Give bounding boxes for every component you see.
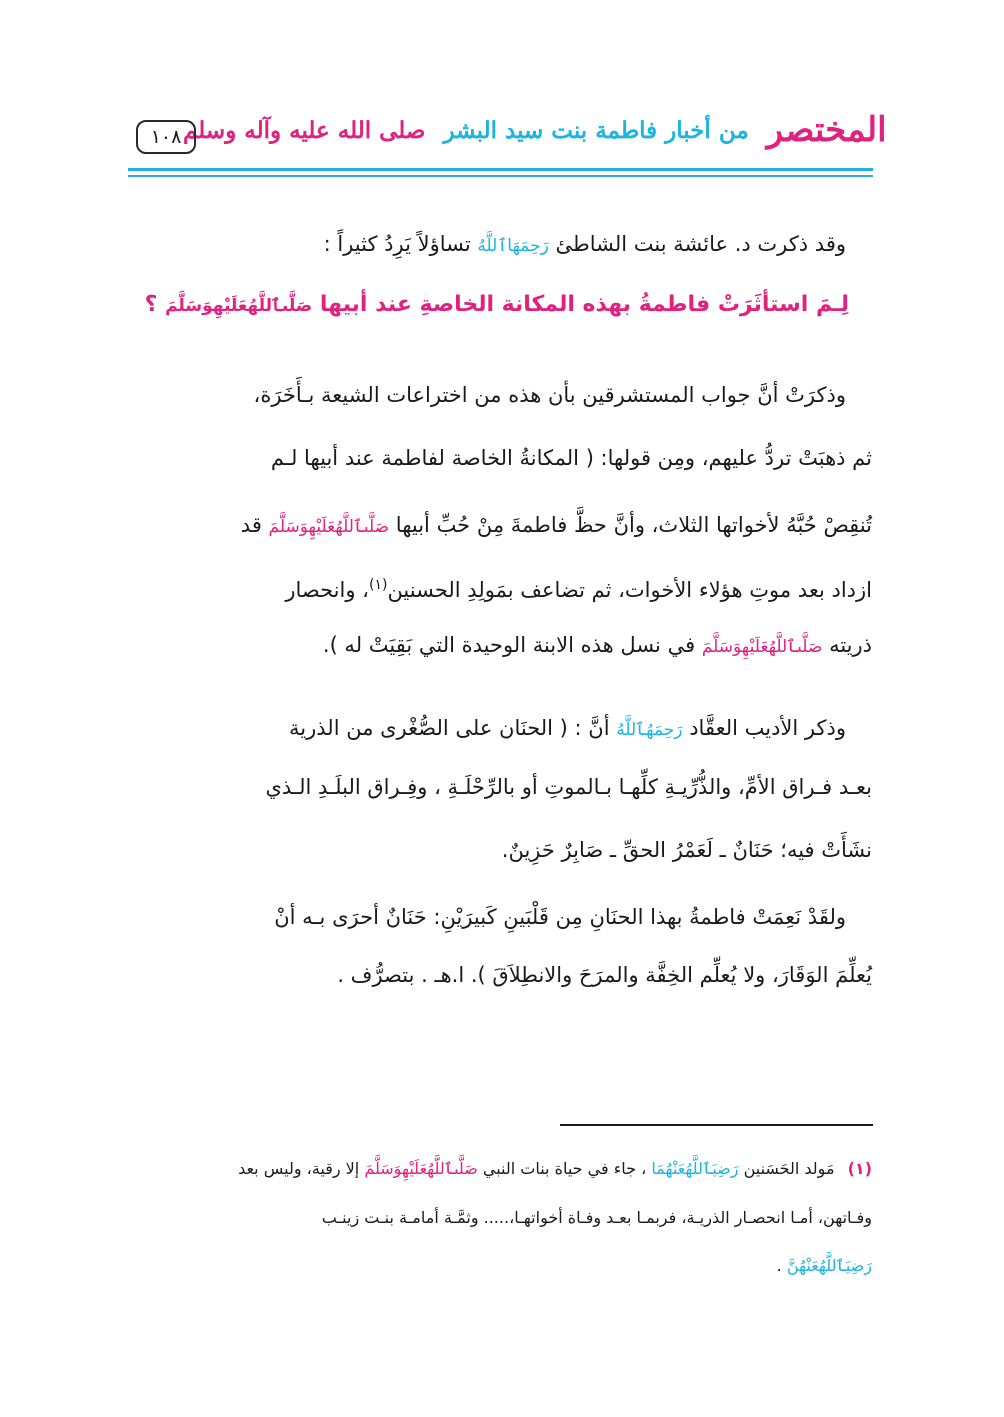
book-title-main: المختصر <box>766 110 887 150</box>
paragraph-line <box>130 510 872 542</box>
honorific-text: رَضِيَٱللَّهُعَنْهُنَّ <box>786 1256 872 1275</box>
footnote-separator <box>560 1124 873 1126</box>
paragraph-line <box>130 443 872 473</box>
text-span: وذكر الأديب العقَّاد <box>689 716 846 740</box>
text-span: ولقَدْ نَعِمَتْ فاطمةُ بهذا الحنَانِ مِن قَلْبَينِ كَبيرَيْنِ: حَنَانٌ أحرَى بـه أنْ <box>274 905 846 929</box>
page-number: ١٠٨ <box>136 120 196 154</box>
text-span: ثم ذهبَتْ تردُّ عليهم، ومِن قولها: ( المكانةُ الخاصة لفاطمة عند أبيها لـم <box>270 446 872 470</box>
honorific-text: صَلَّىٱللَّهُعَلَيْهِوَسَلَّمَ <box>268 517 390 537</box>
paragraph-line <box>130 772 872 802</box>
text-span: بعـد فـراق الأمِّ، والذُّرِّيـةِ كلِّهـا بـالموتِ أو بالرِّحْلَـةِ ، وفِـراق البلَـدِ الـذي <box>265 775 872 799</box>
paragraph-line <box>130 713 872 745</box>
text-span: . <box>776 1256 782 1275</box>
text-span: ، وانحصار <box>285 578 369 602</box>
footnote-number: (١) <box>847 1159 872 1178</box>
text-span: وقد ذكرت د. عائشة بنت الشاطئ <box>555 232 846 256</box>
text-span: تُنقِصْ حُبَّهُ لأخواتها الثلاث، وأنَّ حظَّ فاطمةَ مِنْ حُبِّ أبيها <box>395 513 872 537</box>
text-span: ازداد بعد موتِ هؤلاء الأخوات، ثم تضاعف بمَولِدِ الحسنين <box>387 578 872 602</box>
footnote-reference[interactable]: (١) <box>368 577 388 593</box>
header-rule-thin <box>128 175 873 177</box>
paragraph-line <box>130 380 872 410</box>
text-span: في نسل هذه الابنة الوحيدة التي بَقِيَتْ له ). <box>322 633 696 657</box>
honorific-text: رَحِمَهَاٱللَّهُ <box>477 236 549 256</box>
text-span: وذكرَتْ أنَّ جواب المستشرقين بأن هذه من اختراعات الشيعة بـأَخَرَة، <box>253 383 846 407</box>
question-text: لِـمَ استأثَرَتْ فاطمةُ بهذه المكانة الخاصةِ عند أبيها <box>319 292 849 317</box>
text-span: أنَّ : ( الحنَان على الصُّغْرى من الذرية <box>289 716 610 740</box>
honorific-text: صَلَّىٱللَّهُعَلَيْهِوَسَلَّمَ <box>165 296 313 316</box>
honorific-text: رَضِيَٱللَّهُعَنْهُمَا <box>651 1159 739 1178</box>
paragraph-line <box>130 630 872 662</box>
page-header <box>128 96 887 182</box>
question-mark: ؟ <box>144 292 158 317</box>
book-title-salawat: صلى الله عليه وآله وسلم <box>183 116 426 144</box>
header-title <box>183 102 887 158</box>
text-span: تساؤلاً يَرِدُ كثيراً : <box>323 232 471 256</box>
footnote-line <box>130 1206 872 1230</box>
paragraph-line <box>130 960 872 990</box>
paragraph-line <box>130 229 872 261</box>
honorific-text: صَلَّىٱللَّهُعَلَيْهِوَسَلَّمَ <box>364 1159 478 1178</box>
honorific-text: صَلَّىٱللَّهُعَلَيْهِوَسَلَّمَ <box>701 637 823 657</box>
text-span: يُعلِّمَ الوَقَارَ، ولا يُعلِّم الخِفَّة والمرَحَ والانطِلاَقَ ). ا.هـ . بتصرُّف . <box>337 963 872 987</box>
text-span: قد <box>240 513 262 537</box>
text-span: نشَأَتْ فيه؛ حَنَانٌ ـ لَعَمْرُ الحقِّ ـ صَابِرٌ حَزِينٌ. <box>501 838 872 862</box>
text-span: ، جاء في حياة بنات النبي <box>482 1159 647 1178</box>
paragraph-line <box>130 575 872 605</box>
honorific-text: رَحِمَهُٱللَّهُ <box>616 720 683 740</box>
text-span: وفـاتهن، أمـا انحصـار الذريـة، فربمـا بعـد وفـاة أخواتهـا،..... وثمَّـة أمامـة بنـت زينـب <box>321 1208 872 1227</box>
question-line <box>130 290 849 321</box>
footnote-line <box>130 1157 872 1181</box>
text-span: إلا رقية، وليس بعد <box>238 1159 360 1178</box>
paragraph-line <box>130 835 872 865</box>
text-span: مَولد الحَسَنين <box>743 1159 835 1178</box>
header-rule-thick <box>128 168 873 171</box>
book-title-sub: من أخبار فاطمة بنت سيد البشر <box>443 116 749 144</box>
text-span: ذريته <box>829 633 872 657</box>
footnote-line <box>130 1254 872 1278</box>
paragraph-line <box>130 902 872 932</box>
